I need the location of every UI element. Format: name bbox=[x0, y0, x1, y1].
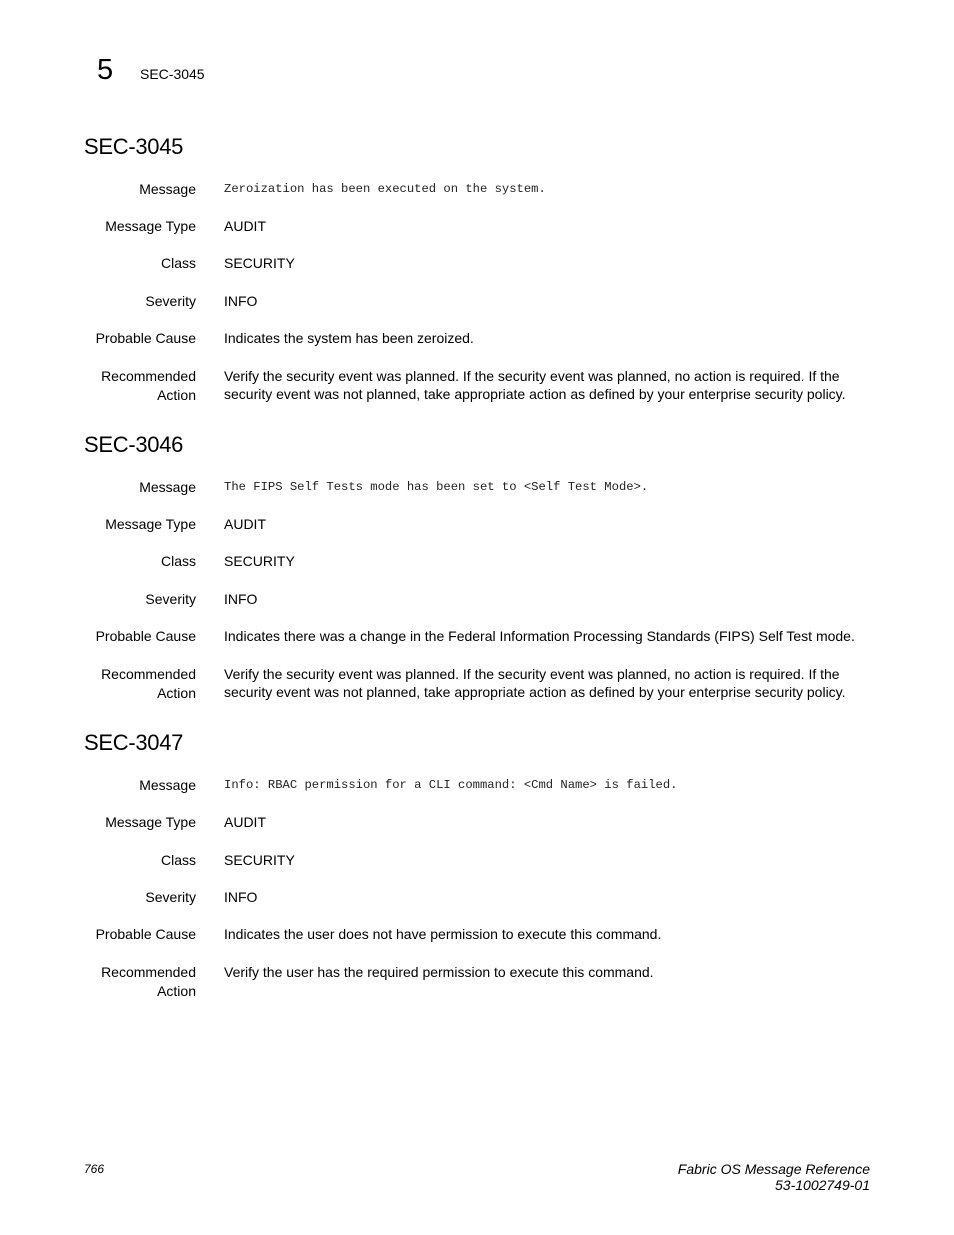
page-number: 766 bbox=[84, 1162, 105, 1176]
message-type-label: Message Type bbox=[105, 814, 196, 830]
message-label: Message bbox=[139, 777, 196, 793]
message-type-value: AUDIT bbox=[224, 516, 266, 532]
recommended-label-line1: Recommended bbox=[101, 964, 196, 980]
probable-cause-label: Probable Cause bbox=[95, 330, 196, 346]
footer-doc-info bbox=[678, 1161, 870, 1193]
message-type-label: Message Type bbox=[105, 218, 196, 234]
class-value: SECURITY bbox=[224, 553, 295, 569]
severity-label: Severity bbox=[145, 591, 196, 607]
chapter-number: 5 bbox=[97, 54, 114, 86]
recommended-label-line1: Recommended bbox=[101, 666, 196, 682]
severity-value: INFO bbox=[224, 889, 258, 905]
section-title: SEC-3045 bbox=[84, 134, 184, 159]
recommended-label-line1: Recommended bbox=[101, 368, 196, 384]
recommended-label-line2: Action bbox=[157, 387, 196, 403]
message-text: The FIPS Self Tests mode has been set to <Self Test Mode>. bbox=[224, 480, 649, 494]
message-label: Message bbox=[139, 181, 196, 197]
message-text: Zeroization has been executed on the system. bbox=[224, 182, 546, 196]
message-type-value: AUDIT bbox=[224, 218, 266, 234]
message-label: Message bbox=[139, 479, 196, 495]
recommended-action-label bbox=[66, 367, 196, 405]
recommended-action-label bbox=[66, 665, 196, 703]
recommended-action-value: Verify the security event was planned. If the security event was planned, no action is required. If the security event was not planned, take appropriate action as defined by your enterprise security policy. bbox=[224, 368, 846, 402]
severity-label: Severity bbox=[145, 293, 196, 309]
section-title: SEC-3046 bbox=[84, 432, 184, 457]
class-label: Class bbox=[160, 255, 196, 271]
probable-cause-value: Indicates the system has been zeroized. bbox=[224, 330, 474, 346]
class-label: Class bbox=[160, 553, 196, 569]
probable-cause-label: Probable Cause bbox=[95, 926, 196, 942]
recommended-label-line2: Action bbox=[157, 685, 196, 701]
recommended-label-line2: Action bbox=[157, 983, 196, 999]
section-title: SEC-3047 bbox=[84, 730, 184, 755]
severity-value: INFO bbox=[224, 293, 258, 309]
running-title: SEC-3045 bbox=[140, 66, 205, 82]
probable-cause-value: Indicates there was a change in the Federal Information Processing Standards (FIPS) Self Test mode. bbox=[224, 628, 855, 644]
recommended-action-value: Verify the security event was planned. If the security event was planned, no action is required. If the security event was not planned, take appropriate action as defined by your enterprise security policy. bbox=[224, 666, 846, 700]
message-type-value: AUDIT bbox=[224, 814, 266, 830]
severity-value: INFO bbox=[224, 591, 258, 607]
probable-cause-value: Indicates the user does not have permission to execute this command. bbox=[224, 926, 662, 942]
doc-number: 53-1002749-01 bbox=[775, 1177, 870, 1193]
class-value: SECURITY bbox=[224, 852, 295, 868]
recommended-action-value: Verify the user has the required permission to execute this command. bbox=[224, 964, 654, 980]
class-label: Class bbox=[160, 852, 196, 868]
class-value: SECURITY bbox=[224, 255, 295, 271]
doc-title: Fabric OS Message Reference bbox=[677, 1161, 870, 1177]
severity-label: Severity bbox=[145, 889, 196, 905]
message-text: Info: RBAC permission for a CLI command: <Cmd Name> is failed. bbox=[224, 778, 678, 792]
message-type-label: Message Type bbox=[105, 516, 196, 532]
recommended-action-label bbox=[66, 963, 196, 1001]
probable-cause-label: Probable Cause bbox=[95, 628, 196, 644]
